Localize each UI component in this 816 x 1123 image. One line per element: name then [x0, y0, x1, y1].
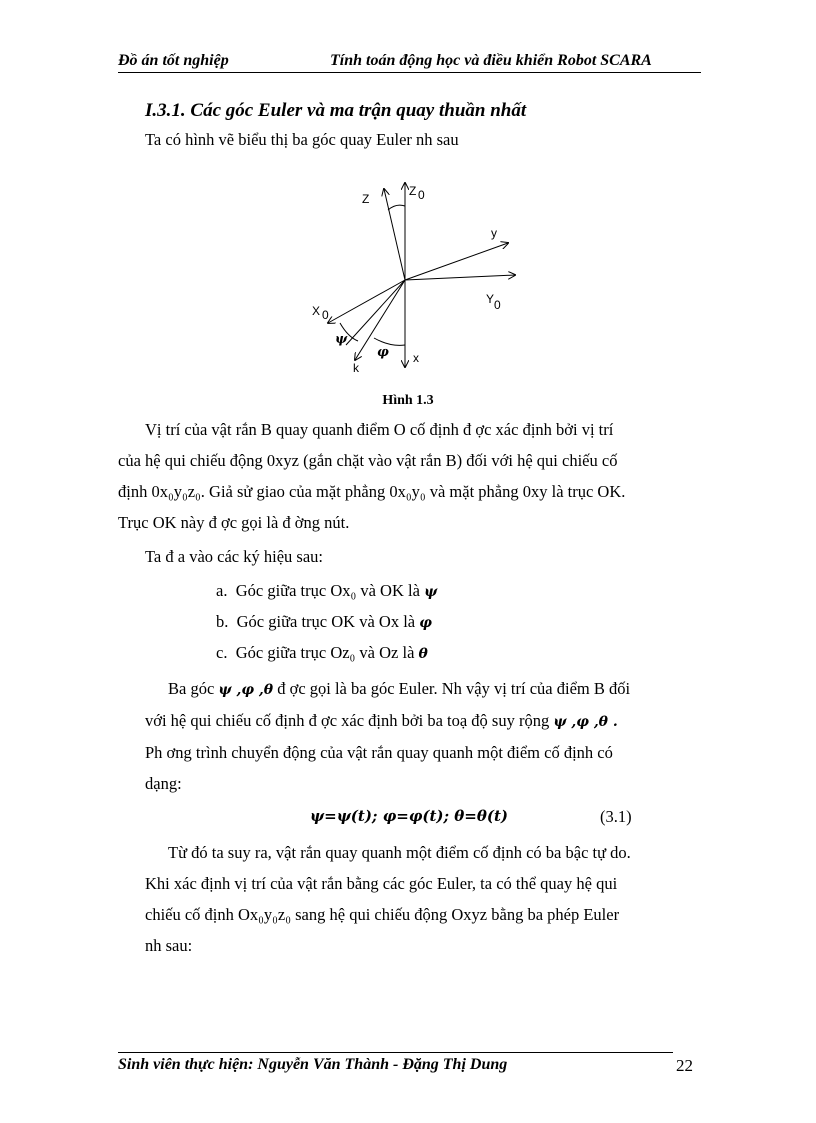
- theta-arc: [388, 205, 405, 210]
- label-z0-sub: 0: [418, 188, 425, 202]
- footer-text: Sinh viên thực hiện: Nguyễn Văn Thành - Đặng Thị Dung: [118, 1056, 508, 1073]
- label-z: Z: [362, 192, 370, 206]
- label-phi: φ: [377, 345, 389, 360]
- axis-y: [405, 243, 508, 280]
- section-title: I.3.1. Các góc Euler và ma trận quay thuần nhất: [145, 100, 527, 121]
- para3-line: dạng:: [145, 774, 182, 793]
- list-item: c. Góc giữa trục Oz₀ và Oz là θ: [216, 643, 428, 662]
- list-marker: a.: [216, 581, 228, 600]
- axis-x0: [328, 280, 405, 323]
- axis-extra: [346, 280, 405, 345]
- label-k: k: [353, 361, 359, 375]
- para3-line: với hệ qui chiếu cố định đ ợc xác định bởi ba toạ độ suy rộng ψ ,φ ,θ .: [145, 711, 618, 730]
- label-y0-sub: 0: [494, 298, 501, 312]
- list-item: a. Góc giữa trục Ox₀ và OK là ψ: [216, 581, 438, 600]
- para1-line: Vị trí của vật rắn B quay quanh điểm O cố định đ ợc xác định bởi vị trí: [145, 420, 614, 439]
- para1-line: định 0x₀y₀z₀. Giả sử giao của mặt phẳng 0x₀y₀ và mặt phẳng 0xy là trục OK.: [118, 482, 626, 501]
- para4-line: nh sau:: [145, 936, 193, 955]
- list-marker: b.: [216, 612, 229, 631]
- para4-line: Khi xác định vị trí của vật rắn bằng các góc Euler, ta có thể quay hệ qui: [145, 874, 618, 893]
- footer-divider: [118, 1052, 673, 1053]
- header-left: Đồ án tốt nghiệp: [118, 52, 229, 69]
- axis-y0: [405, 275, 515, 280]
- page-number: 22: [676, 1056, 693, 1075]
- theta-symbol: θ: [418, 646, 428, 662]
- para3-line: Ph ơng trình chuyển động của vật rắn quay quanh một điểm cố định có: [145, 743, 613, 762]
- label-z0: Z: [409, 184, 417, 198]
- para2-intro: Ta đ a vào các ký hiệu sau:: [145, 547, 323, 566]
- label-x0: X: [312, 304, 321, 318]
- label-x0-sub: 0: [322, 308, 329, 322]
- label-psi: ψ: [335, 332, 348, 347]
- phi-symbol: φ: [419, 615, 432, 631]
- para4-line: Từ đó ta suy ra, vật rắn quay quanh một điểm cố định có ba bậc tự do.: [168, 843, 631, 862]
- equation: ψ=ψ(t); φ=φ(t); θ=θ(t): [310, 807, 508, 825]
- para3-line: Ba góc ψ ,φ ,θ đ ợc gọi là ba góc Euler. Nh vậy vị trí của điểm B đối: [168, 679, 631, 698]
- equation-number: (3.1): [600, 807, 632, 826]
- intro-text: Ta có hình vẽ biểu thị ba góc quay Euler nh sau: [145, 130, 459, 149]
- axis-z: [384, 189, 405, 280]
- list-marker: c.: [216, 643, 228, 662]
- figure-caption: Hình 1.3: [382, 393, 434, 408]
- header-divider: [118, 72, 701, 73]
- para1-line: Trục OK này đ ợc gọi là đ ờng nút.: [118, 513, 350, 532]
- para1-line: của hệ qui chiếu động 0xyz (gắn chặt vào vật rắn B) đối với hệ qui chiếu cố: [118, 451, 618, 470]
- label-y0: Y: [486, 292, 495, 306]
- label-y: y: [491, 226, 497, 240]
- header-right: Tính toán động học và điều khiển Robot SCARA: [330, 52, 652, 69]
- list-item: b. Góc giữa trục OK và Ox là φ: [216, 612, 432, 631]
- label-x: x: [413, 351, 419, 365]
- euler-angle-figure: [300, 175, 530, 385]
- psi-symbol: ψ: [424, 584, 438, 600]
- para4-line: chiếu cố định Ox₀y₀z₀ sang hệ qui chiếu động Oxyz bằng ba phép Euler: [145, 905, 620, 924]
